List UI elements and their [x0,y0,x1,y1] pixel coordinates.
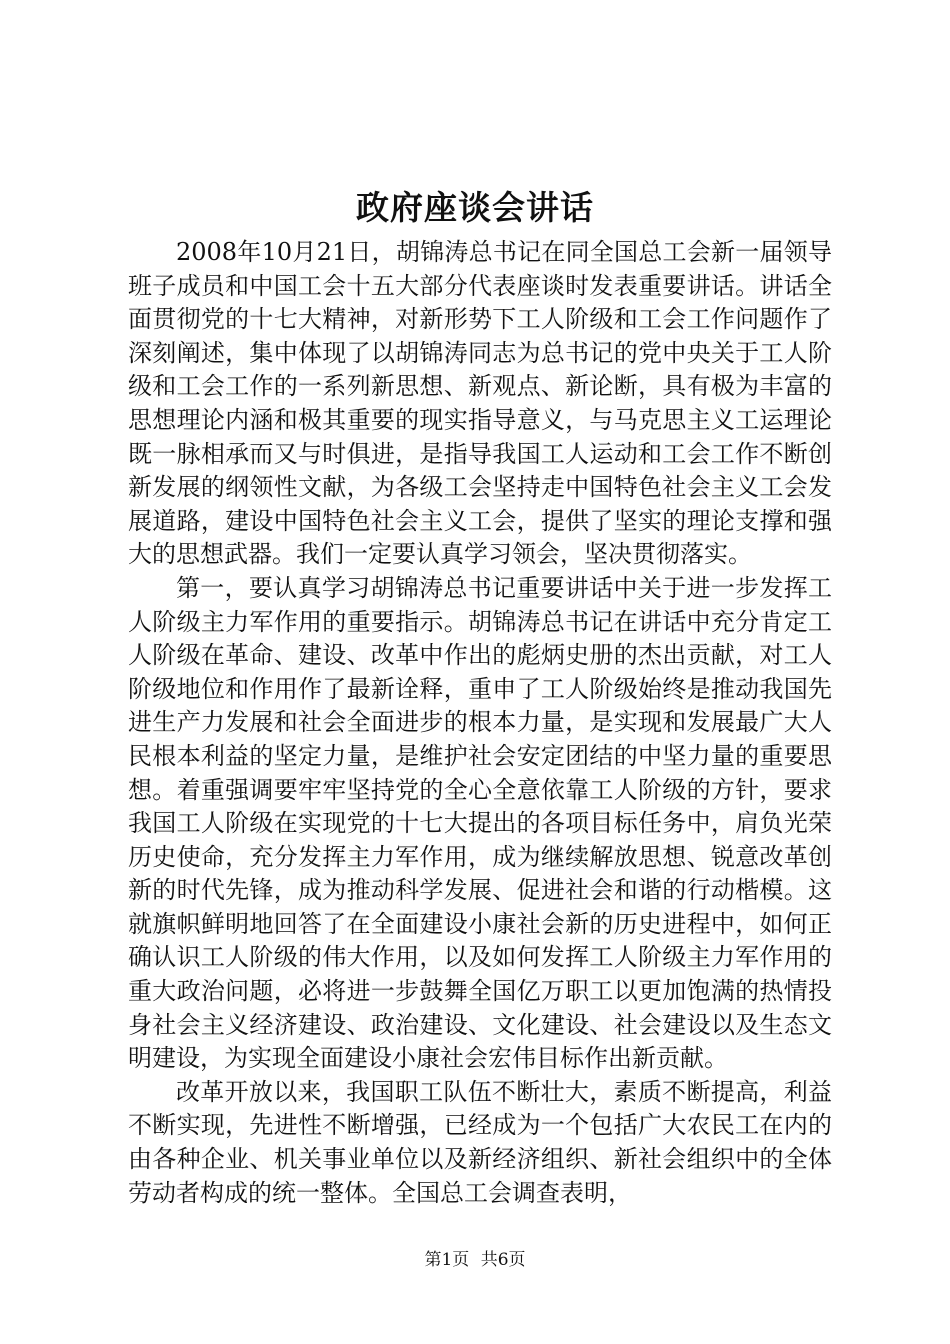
page-number: 第1页 [424,1250,470,1270]
document-title: 政府座谈会讲话 [356,188,594,227]
paragraph-3: 改革开放以来，我国职工队伍不断壮大，素质不断提高，利益不断实现，先进性不断增强，已经成为一个包括广大农民工在内的由各种企业、机关事业单位以及新经济组织、新社会组织中的全体劳动者构成的统一整体。全国总工会调查表明， [128,1077,832,1207]
paragraph-2: 第一，要认真学习胡锦涛总书记重要讲话中关于进一步发挥工人阶级主力军作用的重要指示。胡锦涛总书记在讲话中充分肯定工人阶级在革命、建设、改革中作出的彪炳史册的杰出贡献，对工人阶级地位和作用作了最新诠释，重申了工人阶级始终是推动我国先进生产力发展和社会全面进步的根本力量，是实现和发展最广大人民根本利益的坚定力量，是维护社会安定团结的中坚力量的重要思想。着重强调要牢牢坚持党的全心全意依靠工人阶级的方针，要求我国工人阶级在实现党的十七大提出的各项目标任务中，肩负光荣历史使命，充分发挥主力军作用，成为继续解放思想、锐意改革创新的时代先锋，成为推动科学发展、促进社会和谐的行动楷模。这就旗帜鲜明地回答了在全面建设小康社会新的历史进程中，如何正确认识工人阶级的伟大作用，以及如何发挥工人阶级主力军作用的重大政治问题，必将进一步鼓舞全国亿万职工以更加饱满的热情投身社会主义经济建设、政治建设、文化建设、社会建设以及生态文明建设，为实现全面建设小康社会宏伟目标作出新贡献。 [128,573,832,1073]
page-footer [0,1248,950,1272]
page-total: 共6页 [480,1250,526,1270]
document-body [128,236,832,1210]
paragraph-1: 2008年10月21日，胡锦涛总书记在同全国总工会新一届领导班子成员和中国工会十五大部分代表座谈时发表重要讲话。讲话全面贯彻党的十七大精神，对新形势下工人阶级和工会工作问题作了深刻阐述，集中体现了以胡锦涛同志为总书记的党中央关于工人阶级和工会工作的一系列新思想、新观点、新论断，具有极为丰富的思想理论内涵和极其重要的现实指导意义，与马克思主义工运理论既一脉相承而又与时俱进，是指导我国工人运动和工会工作不断创新发展的纲领性文献，为各级工会坚持走中国特色社会主义工会发展道路，建设中国特色社会主义工会，提供了坚实的理论支撑和强大的思想武器。我们一定要认真学习领会，坚决贯彻落实。 [128,238,832,569]
